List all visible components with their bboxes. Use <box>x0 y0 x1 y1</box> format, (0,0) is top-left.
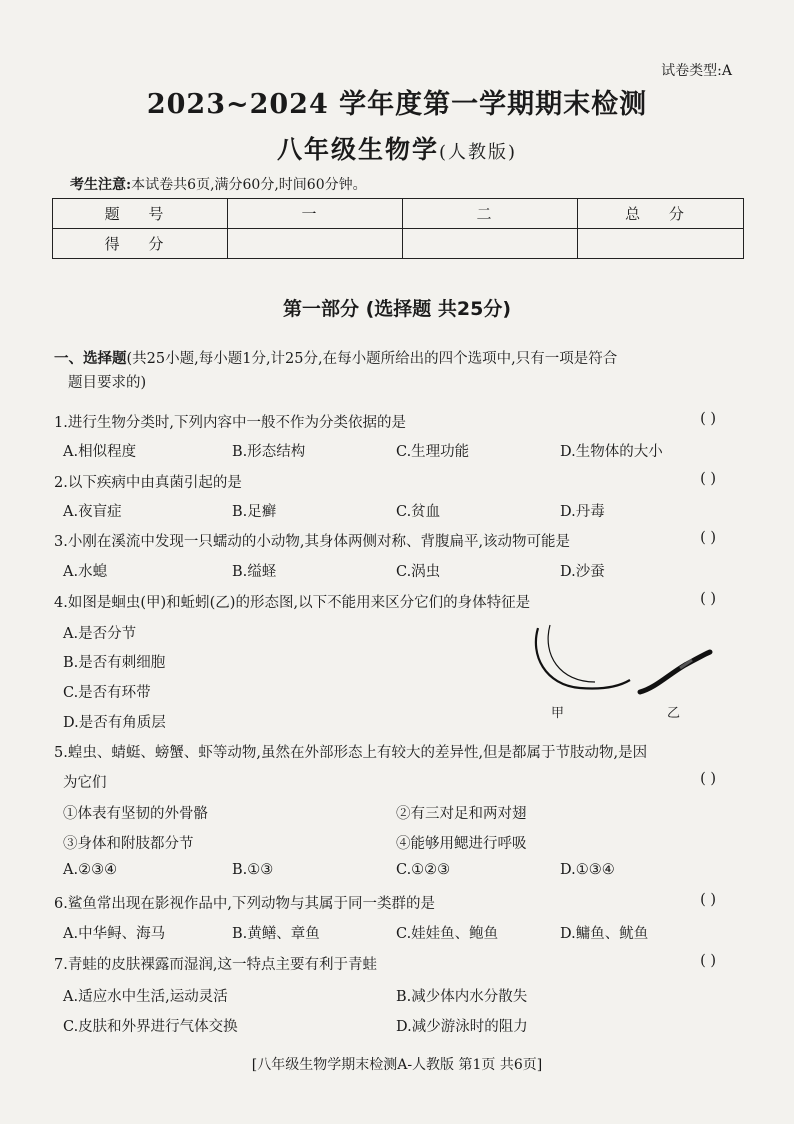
exam-subtitle <box>0 130 794 166</box>
question-stem: 1.进行生物分类时,下列内容中一般不作为分类依据的是 <box>54 415 406 431</box>
question-stem-continued: 为它们 <box>63 775 107 791</box>
statement: ②有三对足和两对翅 <box>396 806 527 822</box>
option: D.沙蚕 <box>560 564 605 580</box>
option: C.涡虫 <box>396 564 441 580</box>
option: D.是否有角质层 <box>63 715 166 731</box>
score-cell: 一 <box>228 199 403 229</box>
answer-paren: ( ) <box>700 591 716 607</box>
exam-title: 2023~2024 学年度第一学期期末检测 <box>146 89 648 120</box>
instructions-text: (共25小题,每小题1分,计25分,在每小题所给出的四个选项中,只有一项是符合 <box>126 351 618 367</box>
option: A.中华鲟、海马 <box>63 926 166 942</box>
answer-paren: ( ) <box>700 530 716 546</box>
paper-type-label: 试卷类型:A <box>661 63 732 79</box>
option: D.减少游泳时的阻力 <box>396 1019 528 1035</box>
question-stem: 2.以下疾病中由真菌引起的是 <box>54 475 242 491</box>
option: B.①③ <box>232 862 274 878</box>
option: C.贫血 <box>396 504 441 520</box>
section-instructions <box>54 347 744 395</box>
score-cell: 二 <box>403 199 578 229</box>
score-table <box>52 198 744 259</box>
option: C.皮肤和外界进行气体交换 <box>63 1019 238 1035</box>
option: B.缢蛏 <box>232 564 277 580</box>
section-title: 第一部分 (选择题 共25分) <box>282 298 512 320</box>
option: D.生物体的大小 <box>560 444 663 460</box>
answer-paren: ( ) <box>700 471 716 487</box>
option: A.适应水中生活,运动灵活 <box>63 989 228 1005</box>
question-stem: 6.鲨鱼常出现在影视作品中,下列动物与其属于同一类群的是 <box>54 896 435 912</box>
notice-label: 考生注意: <box>70 177 132 193</box>
notice-text: 本试卷共6页,满分60分,时间60分钟。 <box>131 177 367 193</box>
option: C.娃娃鱼、鲍鱼 <box>396 926 499 942</box>
option: B.足癣 <box>232 504 277 520</box>
roundworm-drawing-edge <box>548 625 595 682</box>
option: A.②③④ <box>63 862 118 878</box>
statement: ①体表有坚韧的外骨骼 <box>63 806 208 822</box>
score-cell: 总 分 <box>578 199 744 229</box>
option: B.减少体内水分散失 <box>396 989 528 1005</box>
instructions-line-2: 题目要求的) <box>68 375 147 391</box>
answer-paren: ( ) <box>700 411 716 427</box>
page-footer: [八年级生物学期末检测A-人教版 第1页 共6页] <box>251 1057 543 1073</box>
option: A.水螅 <box>63 564 108 580</box>
instructions-line-1 <box>54 347 744 371</box>
figure-label-yi: 乙 <box>667 706 681 721</box>
instructions-lead: 一、选择题 <box>54 350 127 367</box>
option: A.是否分节 <box>63 626 137 642</box>
option: B.形态结构 <box>232 444 306 460</box>
score-cell <box>578 229 744 259</box>
question-stem: 3.小刚在溪流中发现一只蠕动的小动物,其身体两侧对称、背腹扁平,该动物可能是 <box>54 534 571 550</box>
option: A.夜盲症 <box>63 504 122 520</box>
edition-label: (人教版) <box>438 142 518 163</box>
option: C.是否有环带 <box>63 685 151 701</box>
statement: ③身体和附肢都分节 <box>63 836 194 852</box>
question-stem: 4.如图是蛔虫(甲)和蚯蚓(乙)的形态图,以下不能用来区分它们的身体特征是 <box>54 595 531 611</box>
score-cell: 得 分 <box>53 229 228 259</box>
figure-label-jia: 甲 <box>551 706 565 721</box>
answer-paren: ( ) <box>700 892 716 908</box>
score-cell <box>228 229 403 259</box>
option: D.①③④ <box>560 862 615 878</box>
subject-name: 八年级生物学 <box>276 135 439 164</box>
answer-paren: ( ) <box>700 953 716 969</box>
roundworm-drawing <box>536 628 630 689</box>
option: B.黄鳝、章鱼 <box>232 926 320 942</box>
option: D.鳙鱼、鱿鱼 <box>560 926 649 942</box>
option: D.丹毒 <box>560 504 605 520</box>
earthworm-drawing <box>640 652 710 692</box>
score-table-header-row <box>53 199 744 229</box>
candidate-notice <box>70 174 367 194</box>
answer-paren: ( ) <box>700 771 716 787</box>
option: C.生理功能 <box>396 444 470 460</box>
question-stem: 7.青蛙的皮肤裸露而湿润,这一特点主要有利于青蛙 <box>54 957 377 973</box>
statement: ④能够用鳃进行呼吸 <box>396 836 527 852</box>
option: B.是否有刺细胞 <box>63 655 166 671</box>
score-cell: 题 号 <box>53 199 228 229</box>
score-cell <box>403 229 578 259</box>
roundworm-earthworm-figure <box>520 620 720 710</box>
option: C.①②③ <box>396 862 451 878</box>
question-stem: 5.蝗虫、蜻蜓、螃蟹、虾等动物,虽然在外部形态上有较大的差异性,但是都属于节肢动物,是因 <box>54 745 648 761</box>
score-table-score-row <box>53 229 744 259</box>
option: A.相似程度 <box>63 444 137 460</box>
